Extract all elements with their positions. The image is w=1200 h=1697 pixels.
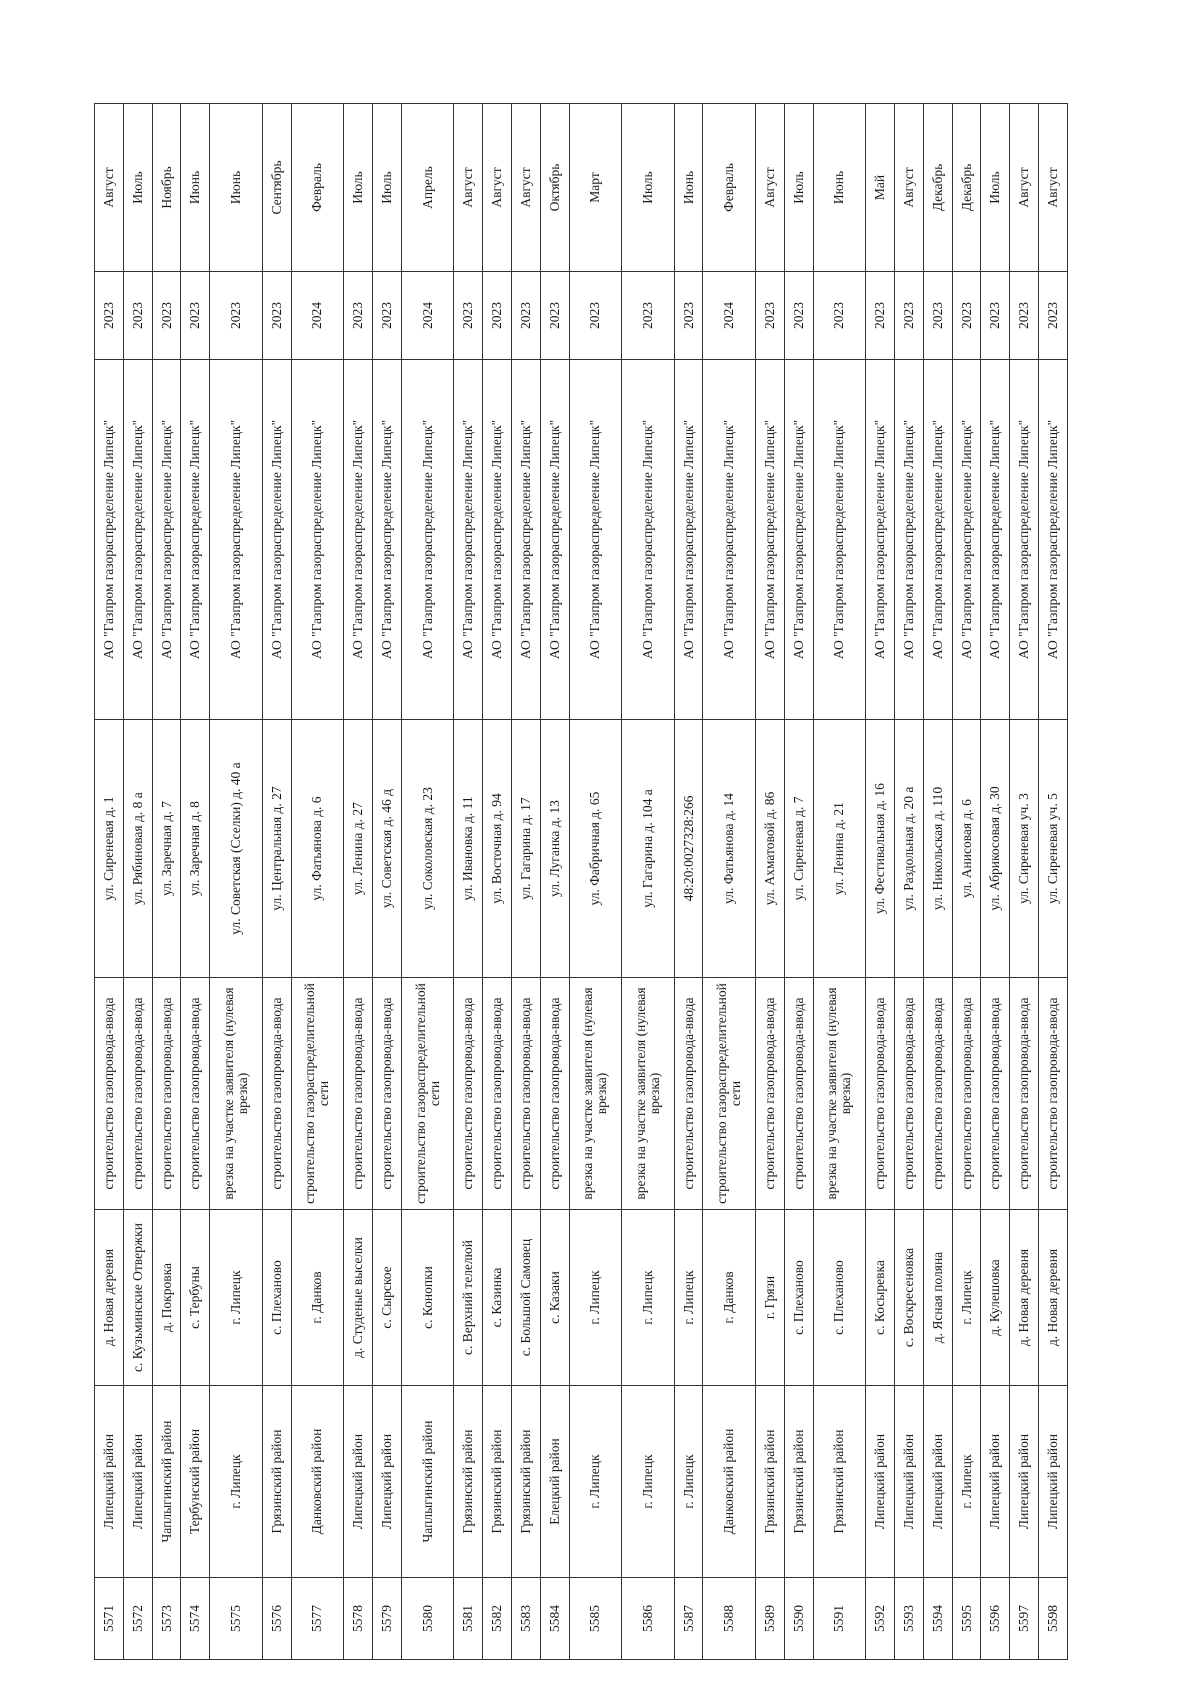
work-type-cell: строительство газопровода-ввода — [123, 978, 152, 1210]
organization-cell: АО "Газпром газораспределение Липецк" — [454, 360, 483, 720]
month-cell: Август — [454, 104, 483, 272]
district-cell: Елецкий район — [540, 1386, 569, 1578]
table-row — [344, 104, 373, 1660]
table-row — [622, 104, 675, 1660]
organization-cell: АО "Газпром газораспределение Липецк" — [866, 360, 895, 720]
address-cell: ул. Фатьянова д. 14 — [703, 720, 756, 978]
row-number-cell: 5591 — [813, 1578, 866, 1660]
organization-cell: АО "Газпром газораспределение Липецк" — [895, 360, 924, 720]
year-cell: 2023 — [1010, 272, 1039, 360]
locality-cell: с. Плеханово — [784, 1210, 813, 1386]
district-cell: Липецкий район — [123, 1386, 152, 1578]
address-cell: ул. Анисовая д. 6 — [952, 720, 981, 978]
locality-cell: г. Липецк — [622, 1210, 675, 1386]
work-type-cell: строительство газораспределительной сети — [703, 978, 756, 1210]
work-type-cell: строительство газопровода-ввода — [1039, 978, 1068, 1210]
row-number-cell: 5580 — [401, 1578, 454, 1660]
organization-cell: АО "Газпром газораспределение Липецк" — [703, 360, 756, 720]
address-cell: ул. Ленина д. 21 — [813, 720, 866, 978]
table-row — [95, 104, 124, 1660]
organization-cell: АО "Газпром газораспределение Липецк" — [181, 360, 210, 720]
row-number-cell: 5576 — [262, 1578, 291, 1660]
year-cell: 2023 — [569, 272, 622, 360]
table-row — [483, 104, 512, 1660]
organization-cell: АО "Газпром газораспределение Липецк" — [344, 360, 373, 720]
year-cell: 2023 — [923, 272, 952, 360]
address-cell: ул. Никольская д. 110 — [923, 720, 952, 978]
year-cell: 2023 — [622, 272, 675, 360]
organization-cell: АО "Газпром газораспределение Липецк" — [813, 360, 866, 720]
district-cell: Грязинский район — [454, 1386, 483, 1578]
locality-cell: г. Грязи — [756, 1210, 785, 1386]
locality-cell: с. Кузьминские Отвержки — [123, 1210, 152, 1386]
locality-cell: с. Тербуны — [181, 1210, 210, 1386]
locality-cell: д. Новая деревня — [1010, 1210, 1039, 1386]
month-cell: Октябрь — [540, 104, 569, 272]
table-row — [210, 104, 263, 1660]
locality-cell: д. Ясная поляна — [923, 1210, 952, 1386]
month-cell: Апрель — [401, 104, 454, 272]
row-number-cell: 5578 — [344, 1578, 373, 1660]
month-cell: Август — [1039, 104, 1068, 272]
year-cell: 2023 — [152, 272, 181, 360]
address-cell: ул. Советская д. 46 д — [372, 720, 401, 978]
work-type-cell: строительство газопровода-ввода — [1010, 978, 1039, 1210]
table-row — [813, 104, 866, 1660]
year-cell: 2023 — [784, 272, 813, 360]
year-cell: 2023 — [483, 272, 512, 360]
table-row — [372, 104, 401, 1660]
work-type-cell: строительство газопровода-ввода — [262, 978, 291, 1210]
address-cell: ул. Сиреневая уч. 5 — [1039, 720, 1068, 978]
row-number-cell: 5584 — [540, 1578, 569, 1660]
locality-cell: с. Плеханово — [262, 1210, 291, 1386]
work-type-cell: врезка на участке заявителя (нулевая врезка) — [569, 978, 622, 1210]
locality-cell: г. Липецк — [569, 1210, 622, 1386]
work-type-cell: строительство газопровода-ввода — [152, 978, 181, 1210]
organization-cell: АО "Газпром газораспределение Липецк" — [784, 360, 813, 720]
table-row — [756, 104, 785, 1660]
work-type-cell: строительство газопровода-ввода — [923, 978, 952, 1210]
row-number-cell: 5581 — [454, 1578, 483, 1660]
year-cell: 2023 — [981, 272, 1010, 360]
year-cell: 2023 — [952, 272, 981, 360]
month-cell: Июнь — [674, 104, 703, 272]
month-cell: Август — [483, 104, 512, 272]
organization-cell: АО "Газпром газораспределение Липецк" — [372, 360, 401, 720]
address-cell: ул. Гагарина д. 17 — [511, 720, 540, 978]
address-cell: ул. Фестивальная д. 16 — [866, 720, 895, 978]
work-type-cell: строительство газопровода-ввода — [95, 978, 124, 1210]
organization-cell: АО "Газпром газораспределение Липецк" — [1010, 360, 1039, 720]
locality-cell: с. Воскресеновка — [895, 1210, 924, 1386]
district-cell: Чаплыгинский район — [401, 1386, 454, 1578]
row-number-cell: 5575 — [210, 1578, 263, 1660]
month-cell: Июль — [372, 104, 401, 272]
row-number-cell: 5593 — [895, 1578, 924, 1660]
year-cell: 2023 — [210, 272, 263, 360]
month-cell: Июнь — [813, 104, 866, 272]
year-cell: 2023 — [344, 272, 373, 360]
month-cell: Декабрь — [952, 104, 981, 272]
table-body — [95, 104, 1068, 1660]
locality-cell: с. Казаки — [540, 1210, 569, 1386]
month-cell: Июль — [622, 104, 675, 272]
address-cell: ул. Луганка д. 13 — [540, 720, 569, 978]
table-row — [540, 104, 569, 1660]
district-cell: г. Липецк — [622, 1386, 675, 1578]
table-row — [123, 104, 152, 1660]
table-row — [152, 104, 181, 1660]
locality-cell: д. Новая деревня — [1039, 1210, 1068, 1386]
address-cell: ул. Восточная д. 94 — [483, 720, 512, 978]
month-cell: Август — [511, 104, 540, 272]
month-cell: Сентябрь — [262, 104, 291, 272]
district-cell: Липецкий район — [1039, 1386, 1068, 1578]
organization-cell: АО "Газпром газораспределение Липецк" — [152, 360, 181, 720]
district-cell: Липецкий район — [95, 1386, 124, 1578]
month-cell: Март — [569, 104, 622, 272]
locality-cell: г. Данков — [291, 1210, 344, 1386]
table-row — [1010, 104, 1039, 1660]
table-row — [866, 104, 895, 1660]
district-cell: г. Липецк — [674, 1386, 703, 1578]
district-cell: Липецкий район — [923, 1386, 952, 1578]
year-cell: 2023 — [95, 272, 124, 360]
district-cell: Липецкий район — [344, 1386, 373, 1578]
district-cell: Грязинский район — [784, 1386, 813, 1578]
year-cell: 2023 — [262, 272, 291, 360]
work-type-cell: строительство газопровода-ввода — [511, 978, 540, 1210]
district-cell: Грязинский район — [511, 1386, 540, 1578]
table-row — [923, 104, 952, 1660]
month-cell: Август — [95, 104, 124, 272]
row-number-cell: 5594 — [923, 1578, 952, 1660]
row-number-cell: 5588 — [703, 1578, 756, 1660]
work-type-cell: строительство газопровода-ввода — [483, 978, 512, 1210]
month-cell: Февраль — [703, 104, 756, 272]
organization-cell: АО "Газпром газораспределение Липецк" — [291, 360, 344, 720]
work-type-cell: врезка на участке заявителя (нулевая врезка) — [622, 978, 675, 1210]
address-cell: ул. Рябиновая д. 8 а — [123, 720, 152, 978]
month-cell: Август — [895, 104, 924, 272]
address-cell: ул. Заречная д. 8 — [181, 720, 210, 978]
locality-cell: с. Большой Самовец — [511, 1210, 540, 1386]
address-cell: ул. Соколовская д. 23 — [401, 720, 454, 978]
work-type-cell: строительство газораспределительной сети — [291, 978, 344, 1210]
district-cell: г. Липецк — [210, 1386, 263, 1578]
year-cell: 2023 — [866, 272, 895, 360]
district-cell: Данковский район — [291, 1386, 344, 1578]
work-type-cell: строительство газопровода-ввода — [344, 978, 373, 1210]
address-cell: ул. Сиреневая д. 7 — [784, 720, 813, 978]
work-type-cell: врезка на участке заявителя (нулевая врезка) — [210, 978, 263, 1210]
year-cell: 2023 — [756, 272, 785, 360]
address-cell: ул. Сиреневая уч. 3 — [1010, 720, 1039, 978]
row-number-cell: 5596 — [981, 1578, 1010, 1660]
row-number-cell: 5597 — [1010, 1578, 1039, 1660]
work-type-cell: строительство газопровода-ввода — [372, 978, 401, 1210]
district-cell: Грязинский район — [483, 1386, 512, 1578]
organization-cell: АО "Газпром газораспределение Липецк" — [262, 360, 291, 720]
year-cell: 2024 — [703, 272, 756, 360]
table-row — [784, 104, 813, 1660]
organization-cell: АО "Газпром газораспределение Липецк" — [210, 360, 263, 720]
district-cell: Липецкий район — [1010, 1386, 1039, 1578]
district-cell: Грязинский район — [262, 1386, 291, 1578]
address-cell: ул. Абрикосовая д. 30 — [981, 720, 1010, 978]
locality-cell: г. Липецк — [210, 1210, 263, 1386]
locality-cell: с. Верхний телелюй — [454, 1210, 483, 1386]
row-number-cell: 5595 — [952, 1578, 981, 1660]
locality-cell: с. Конопки — [401, 1210, 454, 1386]
row-number-cell: 5573 — [152, 1578, 181, 1660]
address-cell: ул. Ленина д. 27 — [344, 720, 373, 978]
address-cell: ул. Раздольная д. 20 а — [895, 720, 924, 978]
district-cell: Липецкий район — [981, 1386, 1010, 1578]
row-number-cell: 5587 — [674, 1578, 703, 1660]
locality-cell: с. Плеханово — [813, 1210, 866, 1386]
gas-connection-register-table — [94, 103, 1068, 1660]
work-type-cell: строительство газопровода-ввода — [454, 978, 483, 1210]
locality-cell: д. Студеные выселки — [344, 1210, 373, 1386]
year-cell: 2023 — [813, 272, 866, 360]
work-type-cell: строительство газопровода-ввода — [181, 978, 210, 1210]
address-cell: ул. Гагарина д. 104 а — [622, 720, 675, 978]
address-cell: ул. Фатьянова д. 6 — [291, 720, 344, 978]
work-type-cell: строительство газораспределительной сети — [401, 978, 454, 1210]
locality-cell: д. Новая деревня — [95, 1210, 124, 1386]
organization-cell: АО "Газпром газораспределение Липецк" — [483, 360, 512, 720]
district-cell: г. Липецк — [952, 1386, 981, 1578]
organization-cell: АО "Газпром газораспределение Липецк" — [511, 360, 540, 720]
row-number-cell: 5586 — [622, 1578, 675, 1660]
district-cell: Липецкий район — [866, 1386, 895, 1578]
table-row — [454, 104, 483, 1660]
month-cell: Февраль — [291, 104, 344, 272]
locality-cell: д. Покровка — [152, 1210, 181, 1386]
organization-cell: АО "Газпром газораспределение Липецк" — [923, 360, 952, 720]
year-cell: 2023 — [674, 272, 703, 360]
table-row — [981, 104, 1010, 1660]
district-cell: Данковский район — [703, 1386, 756, 1578]
address-cell: ул. Центральная д. 27 — [262, 720, 291, 978]
year-cell: 2023 — [1039, 272, 1068, 360]
row-number-cell: 5582 — [483, 1578, 512, 1660]
work-type-cell: строительство газопровода-ввода — [895, 978, 924, 1210]
month-cell: Июнь — [210, 104, 263, 272]
year-cell: 2024 — [401, 272, 454, 360]
organization-cell: АО "Газпром газораспределение Липецк" — [756, 360, 785, 720]
table-row — [1039, 104, 1068, 1660]
table-row — [511, 104, 540, 1660]
organization-cell: АО "Газпром газораспределение Липецк" — [123, 360, 152, 720]
organization-cell: АО "Газпром газораспределение Липецк" — [674, 360, 703, 720]
year-cell: 2023 — [540, 272, 569, 360]
row-number-cell: 5574 — [181, 1578, 210, 1660]
table-row — [401, 104, 454, 1660]
district-cell: Грязинский район — [756, 1386, 785, 1578]
row-number-cell: 5583 — [511, 1578, 540, 1660]
address-cell: 48:20:0027328:266 — [674, 720, 703, 978]
month-cell: Июль — [784, 104, 813, 272]
locality-cell: с. Сырское — [372, 1210, 401, 1386]
organization-cell: АО "Газпром газораспределение Липецк" — [622, 360, 675, 720]
address-cell: ул. Сиреневая д. 1 — [95, 720, 124, 978]
district-cell: Чаплыгинский район — [152, 1386, 181, 1578]
work-type-cell: строительство газопровода-ввода — [674, 978, 703, 1210]
row-number-cell: 5571 — [95, 1578, 124, 1660]
locality-cell: г. Данков — [703, 1210, 756, 1386]
work-type-cell: строительство газопровода-ввода — [540, 978, 569, 1210]
month-cell: Август — [756, 104, 785, 272]
work-type-cell: строительство газопровода-ввода — [952, 978, 981, 1210]
address-cell: ул. Заречная д. 7 — [152, 720, 181, 978]
work-type-cell: врезка на участке заявителя (нулевая врезка) — [813, 978, 866, 1210]
year-cell: 2023 — [454, 272, 483, 360]
month-cell: Июль — [981, 104, 1010, 272]
year-cell: 2023 — [181, 272, 210, 360]
month-cell: Июнь — [181, 104, 210, 272]
table-row — [703, 104, 756, 1660]
organization-cell: АО "Газпром газораспределение Липецк" — [95, 360, 124, 720]
table-row — [291, 104, 344, 1660]
row-number-cell: 5598 — [1039, 1578, 1068, 1660]
year-cell: 2023 — [511, 272, 540, 360]
row-number-cell: 5572 — [123, 1578, 152, 1660]
year-cell: 2023 — [372, 272, 401, 360]
table-row — [895, 104, 924, 1660]
year-cell: 2023 — [895, 272, 924, 360]
month-cell: Ноябрь — [152, 104, 181, 272]
row-number-cell: 5590 — [784, 1578, 813, 1660]
district-cell: Грязинский район — [813, 1386, 866, 1578]
locality-cell: с. Косыревка — [866, 1210, 895, 1386]
row-number-cell: 5585 — [569, 1578, 622, 1660]
work-type-cell: строительство газопровода-ввода — [866, 978, 895, 1210]
work-type-cell: строительство газопровода-ввода — [784, 978, 813, 1210]
organization-cell: АО "Газпром газораспределение Липецк" — [981, 360, 1010, 720]
organization-cell: АО "Газпром газораспределение Липецк" — [569, 360, 622, 720]
month-cell: Июль — [344, 104, 373, 272]
table-row — [674, 104, 703, 1660]
district-cell: Липецкий район — [895, 1386, 924, 1578]
month-cell: Декабрь — [923, 104, 952, 272]
locality-cell: с. Казинка — [483, 1210, 512, 1386]
row-number-cell: 5589 — [756, 1578, 785, 1660]
district-cell: Липецкий район — [372, 1386, 401, 1578]
rotated-table-wrapper — [94, 104, 1068, 1660]
organization-cell: АО "Газпром газораспределение Липецк" — [952, 360, 981, 720]
address-cell: ул. Ахматовой д. 86 — [756, 720, 785, 978]
district-cell: Тербунский район — [181, 1386, 210, 1578]
district-cell: г. Липецк — [569, 1386, 622, 1578]
organization-cell: АО "Газпром газораспределение Липецк" — [540, 360, 569, 720]
row-number-cell: 5577 — [291, 1578, 344, 1660]
row-number-cell: 5579 — [372, 1578, 401, 1660]
locality-cell: г. Липецк — [952, 1210, 981, 1386]
organization-cell: АО "Газпром газораспределение Липецк" — [1039, 360, 1068, 720]
table-row — [262, 104, 291, 1660]
table-row — [952, 104, 981, 1660]
month-cell: Июль — [123, 104, 152, 272]
work-type-cell: строительство газопровода-ввода — [981, 978, 1010, 1210]
locality-cell: д. Кулешовка — [981, 1210, 1010, 1386]
locality-cell: г. Липецк — [674, 1210, 703, 1386]
organization-cell: АО "Газпром газораспределение Липецк" — [401, 360, 454, 720]
work-type-cell: строительство газопровода-ввода — [756, 978, 785, 1210]
month-cell: Май — [866, 104, 895, 272]
year-cell: 2023 — [123, 272, 152, 360]
table-row — [181, 104, 210, 1660]
table-row — [569, 104, 622, 1660]
month-cell: Август — [1010, 104, 1039, 272]
year-cell: 2024 — [291, 272, 344, 360]
address-cell: ул. Ивановка д. 11 — [454, 720, 483, 978]
address-cell: ул. Советская (Сселки) д. 40 а — [210, 720, 263, 978]
address-cell: ул. Фабричная д. 65 — [569, 720, 622, 978]
row-number-cell: 5592 — [866, 1578, 895, 1660]
